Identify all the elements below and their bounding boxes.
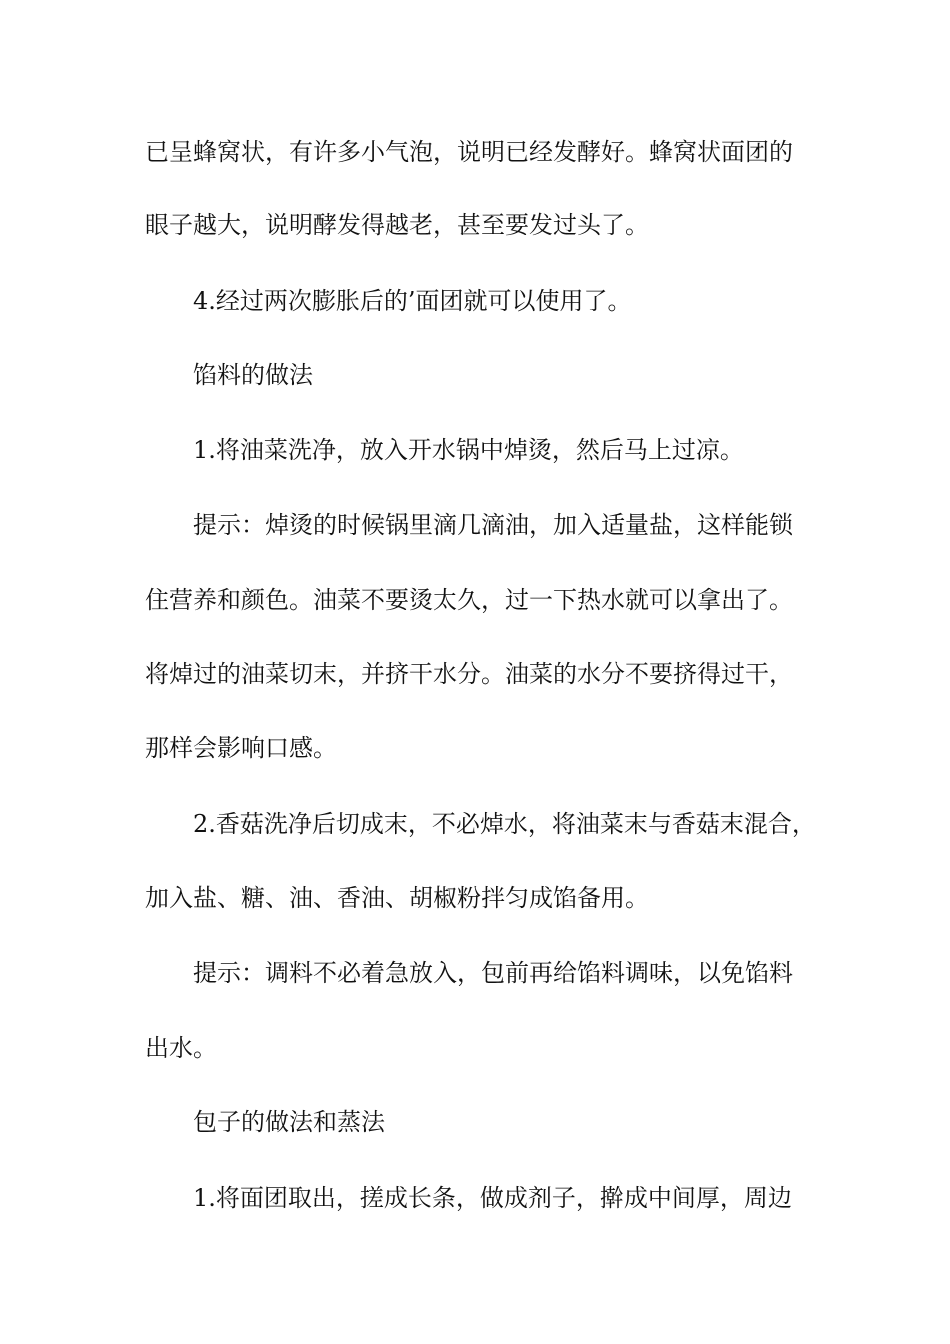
section-heading-bun-making: 包子的做法和蒸法: [193, 1108, 385, 1136]
list-item-step-4: 4.经过两次膨胀后的’面团就可以使用了。: [193, 287, 632, 315]
paragraph-line: 那样会影响口感。: [145, 734, 337, 762]
list-item-step-1: 1.将面团取出，搓成长条，做成剂子，擀成中间厚，周边: [193, 1184, 792, 1212]
paragraph-line: 出水。: [145, 1034, 217, 1062]
paragraph-line: 眼子越大，说明酵发得越老，甚至要发过头了。: [145, 211, 649, 239]
list-item-step-2: 2.香菇洗净后切成末，不必焯水，将油菜末与香菇末混合，: [193, 810, 816, 838]
paragraph-line: 加入盐、糖、油、香油、胡椒粉拌匀成馅备用。: [145, 884, 649, 912]
paragraph-line: 已呈蜂窝状，有许多小气泡，说明已经发酵好。蜂窝状面团的: [145, 138, 793, 166]
paragraph-line: 将焯过的油菜切末，并挤干水分。油菜的水分不要挤得过干，: [145, 660, 793, 688]
section-heading-filling: 馅料的做法: [193, 361, 313, 389]
tip-paragraph: 提示：调料不必着急放入，包前再给馅料调味，以免馅料: [193, 959, 793, 987]
tip-paragraph: 提示：焯烫的时候锅里滴几滴油，加入适量盐，这样能锁: [193, 511, 793, 539]
paragraph-line: 住营养和颜色。油菜不要烫太久，过一下热水就可以拿出了。: [145, 586, 793, 614]
list-item-step-1: 1.将油菜洗净，放入开水锅中焯烫，然后马上过凉。: [193, 436, 744, 464]
